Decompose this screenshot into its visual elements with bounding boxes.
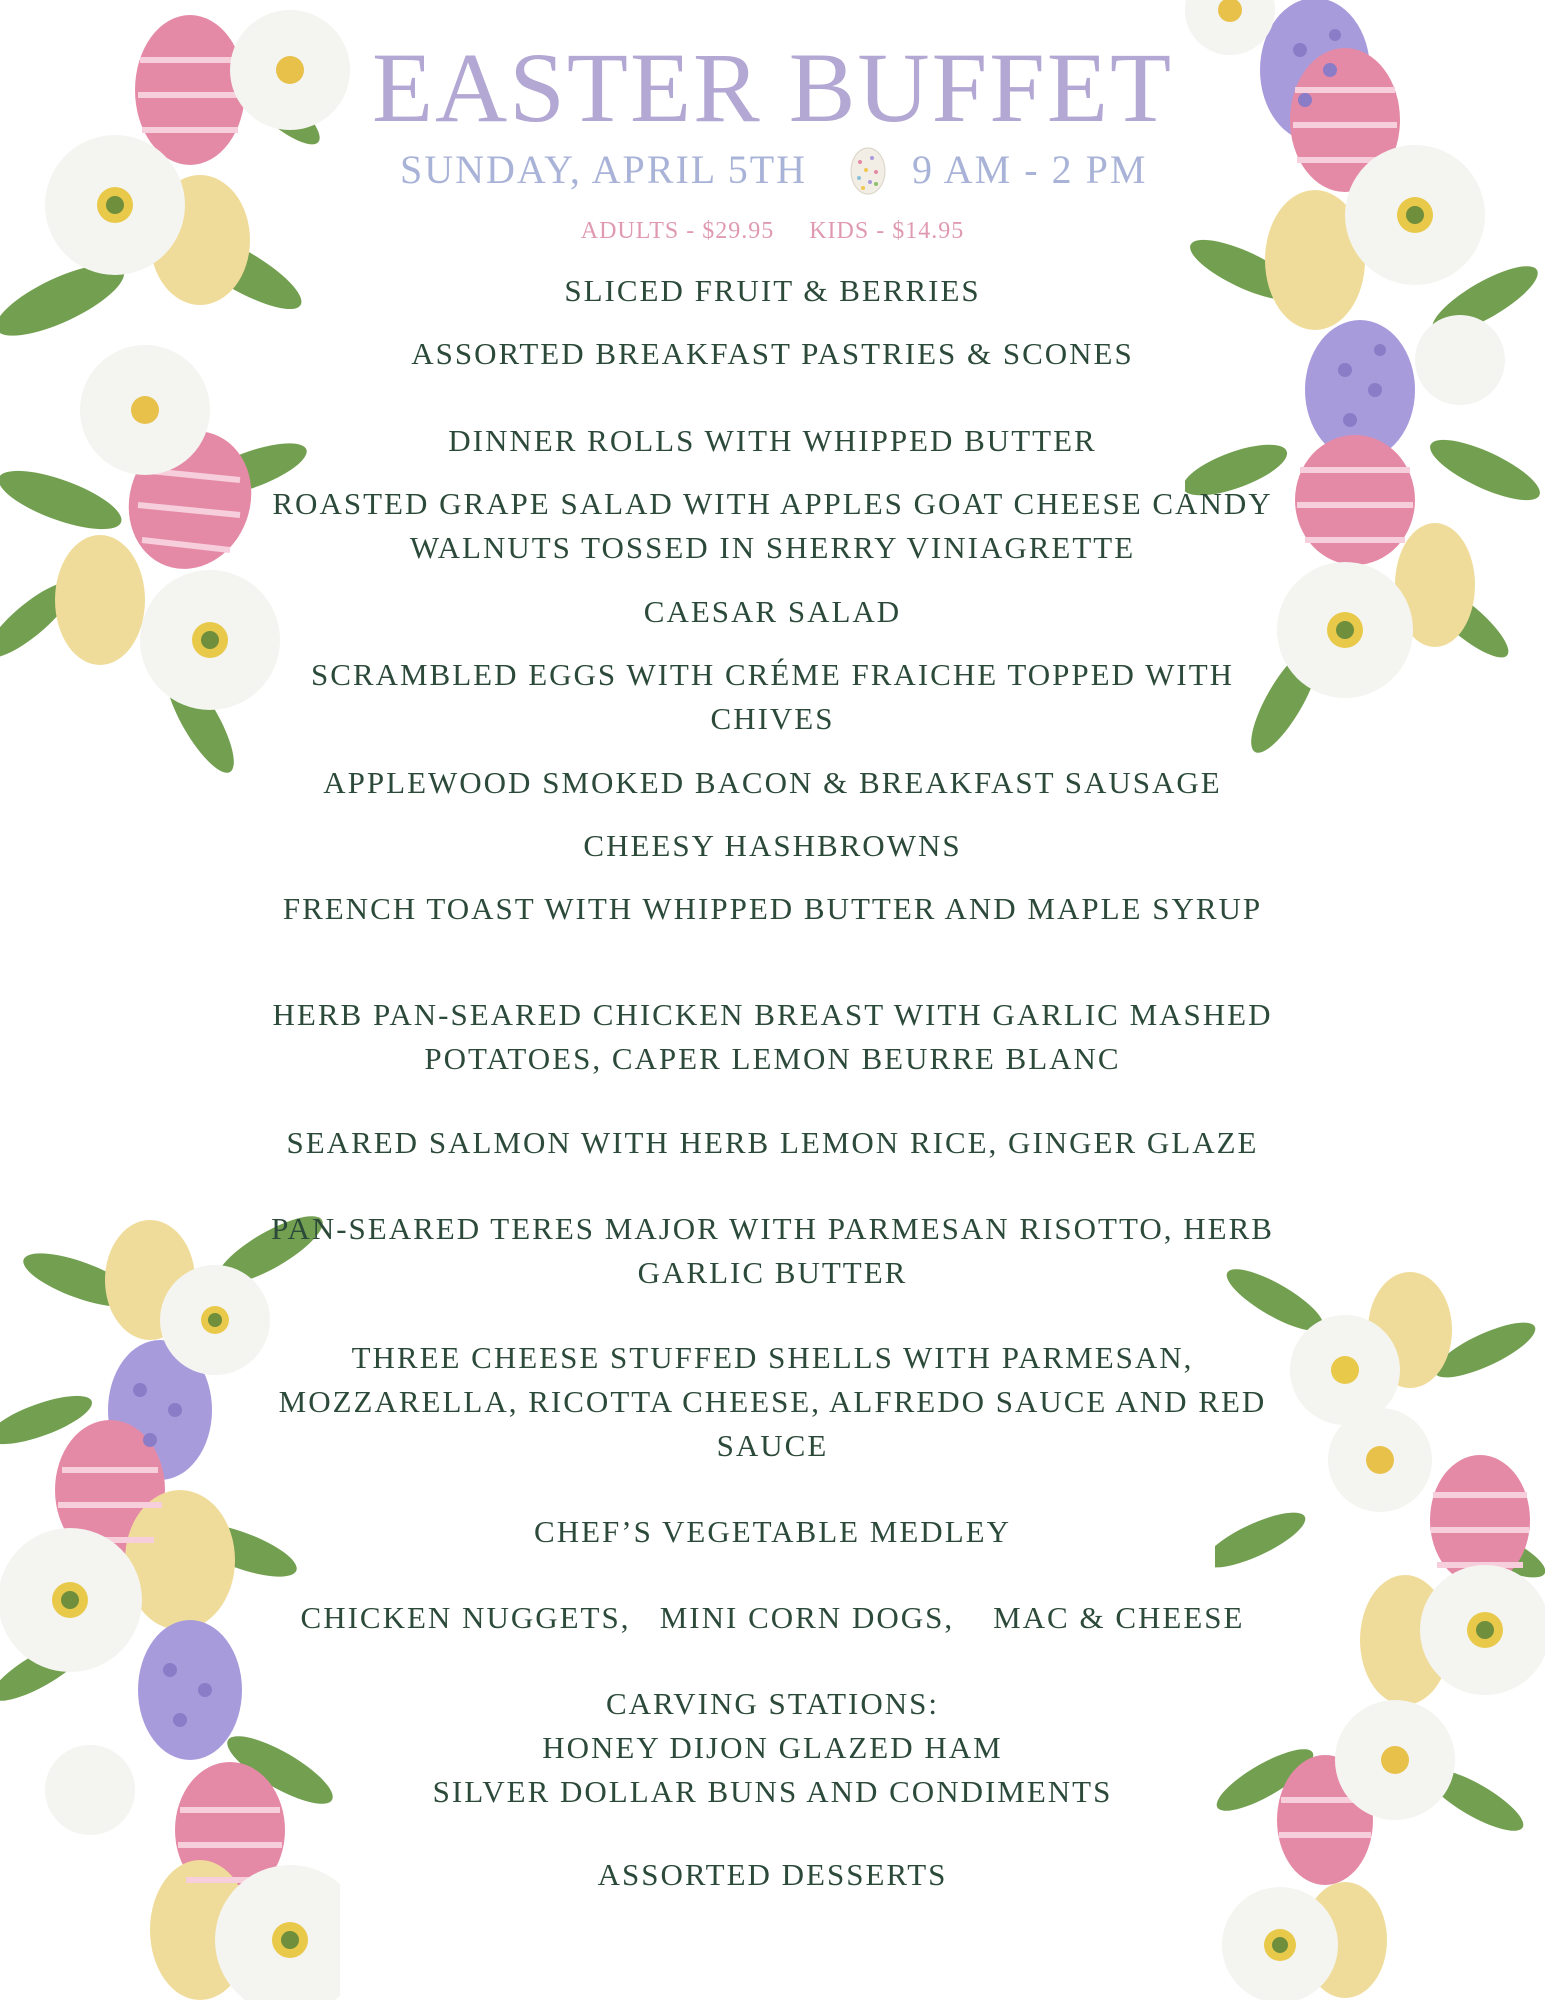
menu-item — [250, 1510, 1295, 1554]
menu-item-line: PAN-SEARED TERES MAJOR WITH PARMESAN RISOTTO, HERB — [271, 1211, 1274, 1246]
page-title: EASTER BUFFET — [371, 32, 1174, 143]
event-date: SUNDAY, APRIL 5TH — [400, 147, 808, 192]
menu-item-line: ASSORTED BREAKFAST PASTRIES & SCONES — [411, 336, 1134, 371]
menu-item-line: CHICKEN NUGGETS, MINI CORN DOGS, MAC & CHEESE — [300, 1600, 1245, 1635]
menu-item-line: CHEESY HASHBROWNS — [583, 828, 962, 863]
menu-item — [250, 482, 1295, 570]
price-adults: ADULTS - $29.95 — [580, 218, 775, 244]
menu-item — [250, 269, 1295, 313]
menu-item — [250, 1121, 1295, 1165]
menu-item — [250, 419, 1295, 463]
price-line — [0, 218, 1545, 245]
price-kids: KIDS - $14.95 — [809, 218, 965, 244]
menu-item-line: SILVER DOLLAR BUNS AND CONDIMENTS — [432, 1774, 1113, 1809]
menu-item-line: APPLEWOOD SMOKED BACON & BREAKFAST SAUSAGE — [323, 765, 1222, 800]
menu-item-line: HONEY DIJON GLAZED HAM — [542, 1730, 1003, 1765]
menu-item — [250, 1207, 1295, 1295]
menu-item — [250, 332, 1295, 376]
menu-item-line: GARLIC BUTTER — [637, 1255, 908, 1290]
menu-item-line: FRENCH TOAST WITH WHIPPED BUTTER AND MAPLE SYRUP — [282, 891, 1263, 926]
menu-item — [250, 887, 1295, 931]
menu-item — [250, 1596, 1295, 1640]
easter-egg-icon — [848, 144, 888, 196]
menu-item-line: SEARED SALMON WITH HERB LEMON RICE, GINGER GLAZE — [286, 1125, 1259, 1160]
menu-item — [250, 824, 1295, 868]
menu-item — [250, 993, 1295, 1081]
menu-item — [250, 653, 1295, 741]
menu-item-line: HERB PAN-SEARED CHICKEN BREAST WITH GARLIC MASHED — [272, 997, 1273, 1032]
menu-item — [250, 1853, 1295, 1897]
menu-item-line: SCRAMBLED EGGS WITH CRÉME FRAICHE TOPPED WITH — [310, 657, 1235, 692]
event-info — [0, 144, 1545, 194]
menu-item — [250, 590, 1295, 634]
menu-item-line: MOZZARELLA, RICOTTA CHEESE, ALFREDO SAUCE AND RED — [278, 1384, 1267, 1419]
menu-item-line: CAESAR SALAD — [643, 594, 902, 629]
menu-item-line: SLICED FRUIT & BERRIES — [564, 273, 981, 308]
menu-item-line: WALNUTS TOSSED IN SHERRY VINIAGRETTE — [409, 530, 1136, 565]
event-time: 9 AM - 2 PM — [912, 147, 1148, 192]
menu-item-line: ROASTED GRAPE SALAD WITH APPLES GOAT CHEESE CANDY — [272, 486, 1273, 521]
menu-item-line: THREE CHEESE STUFFED SHELLS WITH PARMESAN, — [351, 1340, 1194, 1375]
menu-item-line: CHIVES — [710, 701, 835, 736]
menu-item — [250, 1682, 1295, 1814]
menu-item-line: POTATOES, CAPER LEMON BEURRE BLANC — [424, 1041, 1121, 1076]
menu-item-line: ASSORTED DESSERTS — [597, 1857, 948, 1892]
menu-item-line: DINNER ROLLS WITH WHIPPED BUTTER — [448, 423, 1097, 458]
menu-item — [250, 1336, 1295, 1468]
menu-item-line: CARVING STATIONS: — [605, 1686, 940, 1721]
menu-item-line: CHEF’S VEGETABLE MEDLEY — [534, 1514, 1011, 1549]
menu-item — [250, 761, 1295, 805]
menu-item-line: SAUCE — [716, 1428, 829, 1463]
